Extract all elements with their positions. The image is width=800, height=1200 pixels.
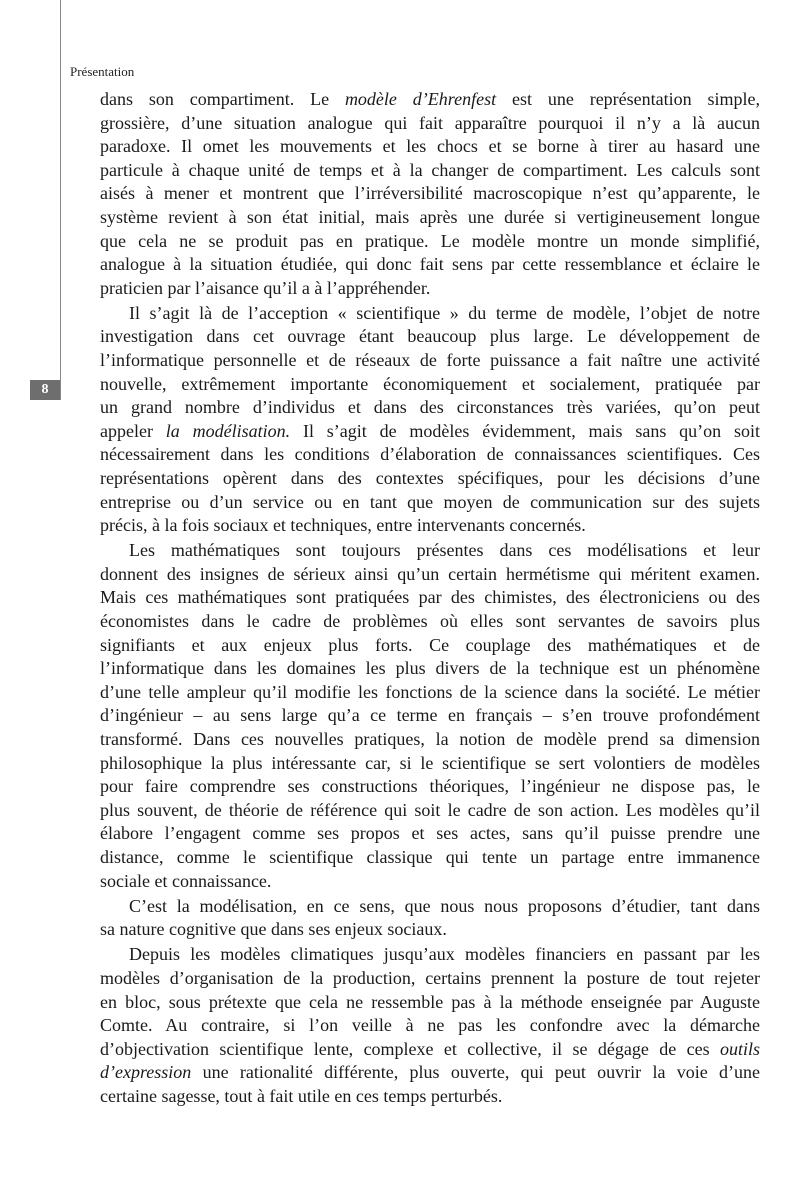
text-line <box>100 1014 760 1038</box>
text-segment: C’est la modélisation, en ce sens, que nous nous proposons d’étudier, tant dans <box>129 895 760 916</box>
text-segment: en bloc, sous prétexte que cela ne ressemble pas à la méthode enseignée par Auguste <box>100 991 760 1012</box>
text-segment: élabore l’engagent comme ses propos et ses actes, sans qu’il puisse prendre une <box>100 823 760 844</box>
text-line <box>100 822 760 846</box>
text-segment: d’objectivation scientifique lente, complexe et collective, il se dégage de ces <box>100 1038 720 1059</box>
text-line <box>100 277 760 301</box>
text-segment: une rationalité différente, plus ouverte, qui peut ouvrir la voie d’une <box>191 1062 760 1083</box>
paragraph <box>100 943 760 1108</box>
text-segment: Mais ces mathématiques sont pratiquées par des chimistes, des électroniciens ou des <box>100 587 760 608</box>
text-line <box>100 846 760 870</box>
text-line <box>100 420 760 444</box>
text-line <box>100 230 760 254</box>
text-line <box>100 373 760 397</box>
text-segment: sociale et connaissance. <box>100 870 272 891</box>
text-line <box>100 539 760 563</box>
text-segment: l’informatique personnelle et de réseaux de forte puissance a fait naître une activité <box>100 350 760 371</box>
text-segment: est une représentation simple, <box>496 89 761 109</box>
paragraph <box>100 302 760 538</box>
text-segment: Il s’agit de modèles évidemment, mais sans qu’on soit <box>290 420 760 441</box>
paragraph <box>100 539 760 893</box>
text-line <box>100 943 760 967</box>
text-line <box>100 467 760 491</box>
text-segment: d’une telle ampleur qu’il modifie les fonctions de la science dans la société. Le métier <box>100 681 760 702</box>
text-line <box>100 799 760 823</box>
text-line <box>100 563 760 587</box>
text-segment: aisés à mener et montrent que l’irréversibilité macroscopique n’est qu’apparente, le <box>100 183 760 204</box>
text-segment: Il s’agit là de l’acception « scientifique » du terme de modèle, l’objet de notre <box>129 302 760 323</box>
text-line <box>100 991 760 1015</box>
text-segment: précis, à la fois sociaux et techniques, entre intervenants concernés. <box>100 515 586 536</box>
text-line <box>100 895 760 919</box>
text-line <box>100 610 760 634</box>
text-line <box>100 752 760 776</box>
text-segment: nouvelle, extrêmement importante économiquement et socialement, pratiquée par <box>100 373 760 394</box>
text-line <box>100 1038 760 1062</box>
text-segment: l’informatique dans les domaines les plus divers de la technique est un phénomène <box>100 658 760 679</box>
text-segment: dans son compartiment. Le <box>100 89 345 109</box>
text-line <box>100 88 760 112</box>
text-line <box>100 657 760 681</box>
text-segment: signifiants et aux enjeux plus forts. Ce couplage des mathématiques et de <box>100 634 760 655</box>
text-line <box>100 634 760 658</box>
text-segment: appeler <box>100 420 166 441</box>
text-line <box>100 302 760 326</box>
text-line <box>100 206 760 230</box>
text-line <box>100 182 760 206</box>
text-line <box>100 159 760 183</box>
text-segment: nécessairement dans les conditions d’élaboration de connaissances scientifiques. Ces <box>100 444 760 465</box>
text-segment: transformé. Dans ces nouvelles pratiques, la notion de modèle prend sa dimension <box>100 729 760 750</box>
text-segment: analogue à la situation étudiée, qui donc fait sens par cette ressemblance et éclaire le <box>100 254 760 275</box>
text-line <box>100 349 760 373</box>
italic-text: modèle d’Ehrenfest <box>344 89 497 109</box>
text-line <box>100 253 760 277</box>
text-line <box>100 918 760 942</box>
text-segment: un grand nombre d’individus et dans des circonstances très variées, qu’on peut <box>100 397 760 418</box>
text-segment: distance, comme le scientifique classique qui tente un partage entre immanence <box>100 847 760 867</box>
text-line <box>100 681 760 705</box>
text-segment: philosophique la plus intéressante car, si le scientifique se sert volontiers de modèles <box>100 752 760 773</box>
text-line <box>100 967 760 991</box>
paragraph <box>100 88 760 300</box>
italic-text: outils <box>719 1038 760 1059</box>
margin-rule <box>60 0 61 400</box>
text-line <box>100 704 760 728</box>
text-segment: entreprise ou d’un service ou en tant que moyen de communication sur des sujets <box>100 491 760 512</box>
text-segment: Depuis les modèles climatiques jusqu’aux modèles financiers en passant par les <box>129 944 760 965</box>
text-line <box>100 514 760 538</box>
text-segment: Les mathématiques sont toujours présentes dans ces modélisations et leur <box>129 540 760 561</box>
text-line <box>100 491 760 515</box>
text-segment: praticien par l’aisance qu’il a à l’appréhender. <box>100 277 431 298</box>
text-segment: pour faire comprendre ses constructions théoriques, l’ingénieur ne dispose pas, le <box>100 776 760 797</box>
text-segment: que cela ne se produit pas en pratique. Le modèle montre un monde simplifié, <box>100 230 760 251</box>
italic-text: la modélisation. <box>165 420 291 441</box>
text-line <box>100 396 760 420</box>
text-line <box>100 135 760 159</box>
text-segment: plus souvent, de théorie de référence qui soit le cadre de son action. Les modèles qu’il <box>100 799 760 820</box>
text-line <box>100 1061 760 1085</box>
text-segment: paradoxe. Il omet les mouvements et les chocs et se borne à tirer au hasard une <box>100 136 760 157</box>
text-segment: particule à chaque unité de temps et à la changer de compartiment. Les calculs sont <box>100 159 760 180</box>
text-line <box>100 325 760 349</box>
text-line <box>100 728 760 752</box>
text-segment: économistes dans le cadre de problèmes où elles sont servantes de savoirs plus <box>100 611 760 632</box>
italic-text: d’expression <box>100 1062 192 1083</box>
text-segment: modèles d’organisation de la production, certains prennent la posture de tout rejeter <box>100 967 760 988</box>
running-head: Présentation <box>70 64 135 79</box>
body-text <box>100 88 760 1110</box>
page-number: 8 <box>30 380 60 400</box>
text-line <box>100 443 760 467</box>
text-line <box>100 1085 760 1109</box>
text-line <box>100 586 760 610</box>
text-segment: Comte. Au contraire, si l’on veille à ne pas les confondre avec la démarche <box>100 1015 760 1036</box>
text-segment: représentations opèrent dans des contextes spécifiques, pour les décisions d’une <box>100 468 760 488</box>
text-segment: système revient à son état initial, mais après une durée si vertigineusement longue <box>100 206 760 227</box>
text-segment: d’ingénieur – au sens large qu’a ce terme en français – s’en trouve profondément <box>100 705 760 726</box>
text-line <box>100 775 760 799</box>
text-segment: sa nature cognitive que dans ses enjeux sociaux. <box>100 919 447 940</box>
text-segment: donnent des insignes de sérieux ainsi qu’un certain hermétisme qui méritent examen. <box>100 563 760 584</box>
text-line <box>100 870 760 894</box>
paragraph <box>100 895 760 942</box>
text-segment: certaine sagesse, tout à fait utile en ces temps perturbés. <box>100 1085 503 1106</box>
text-segment: grossière, d’une situation analogue qui fait apparaître pourquoi il n’y a là aucun <box>100 112 760 133</box>
text-segment: investigation dans cet ouvrage étant beaucoup plus large. Le développement de <box>100 326 760 347</box>
text-line <box>100 112 760 136</box>
